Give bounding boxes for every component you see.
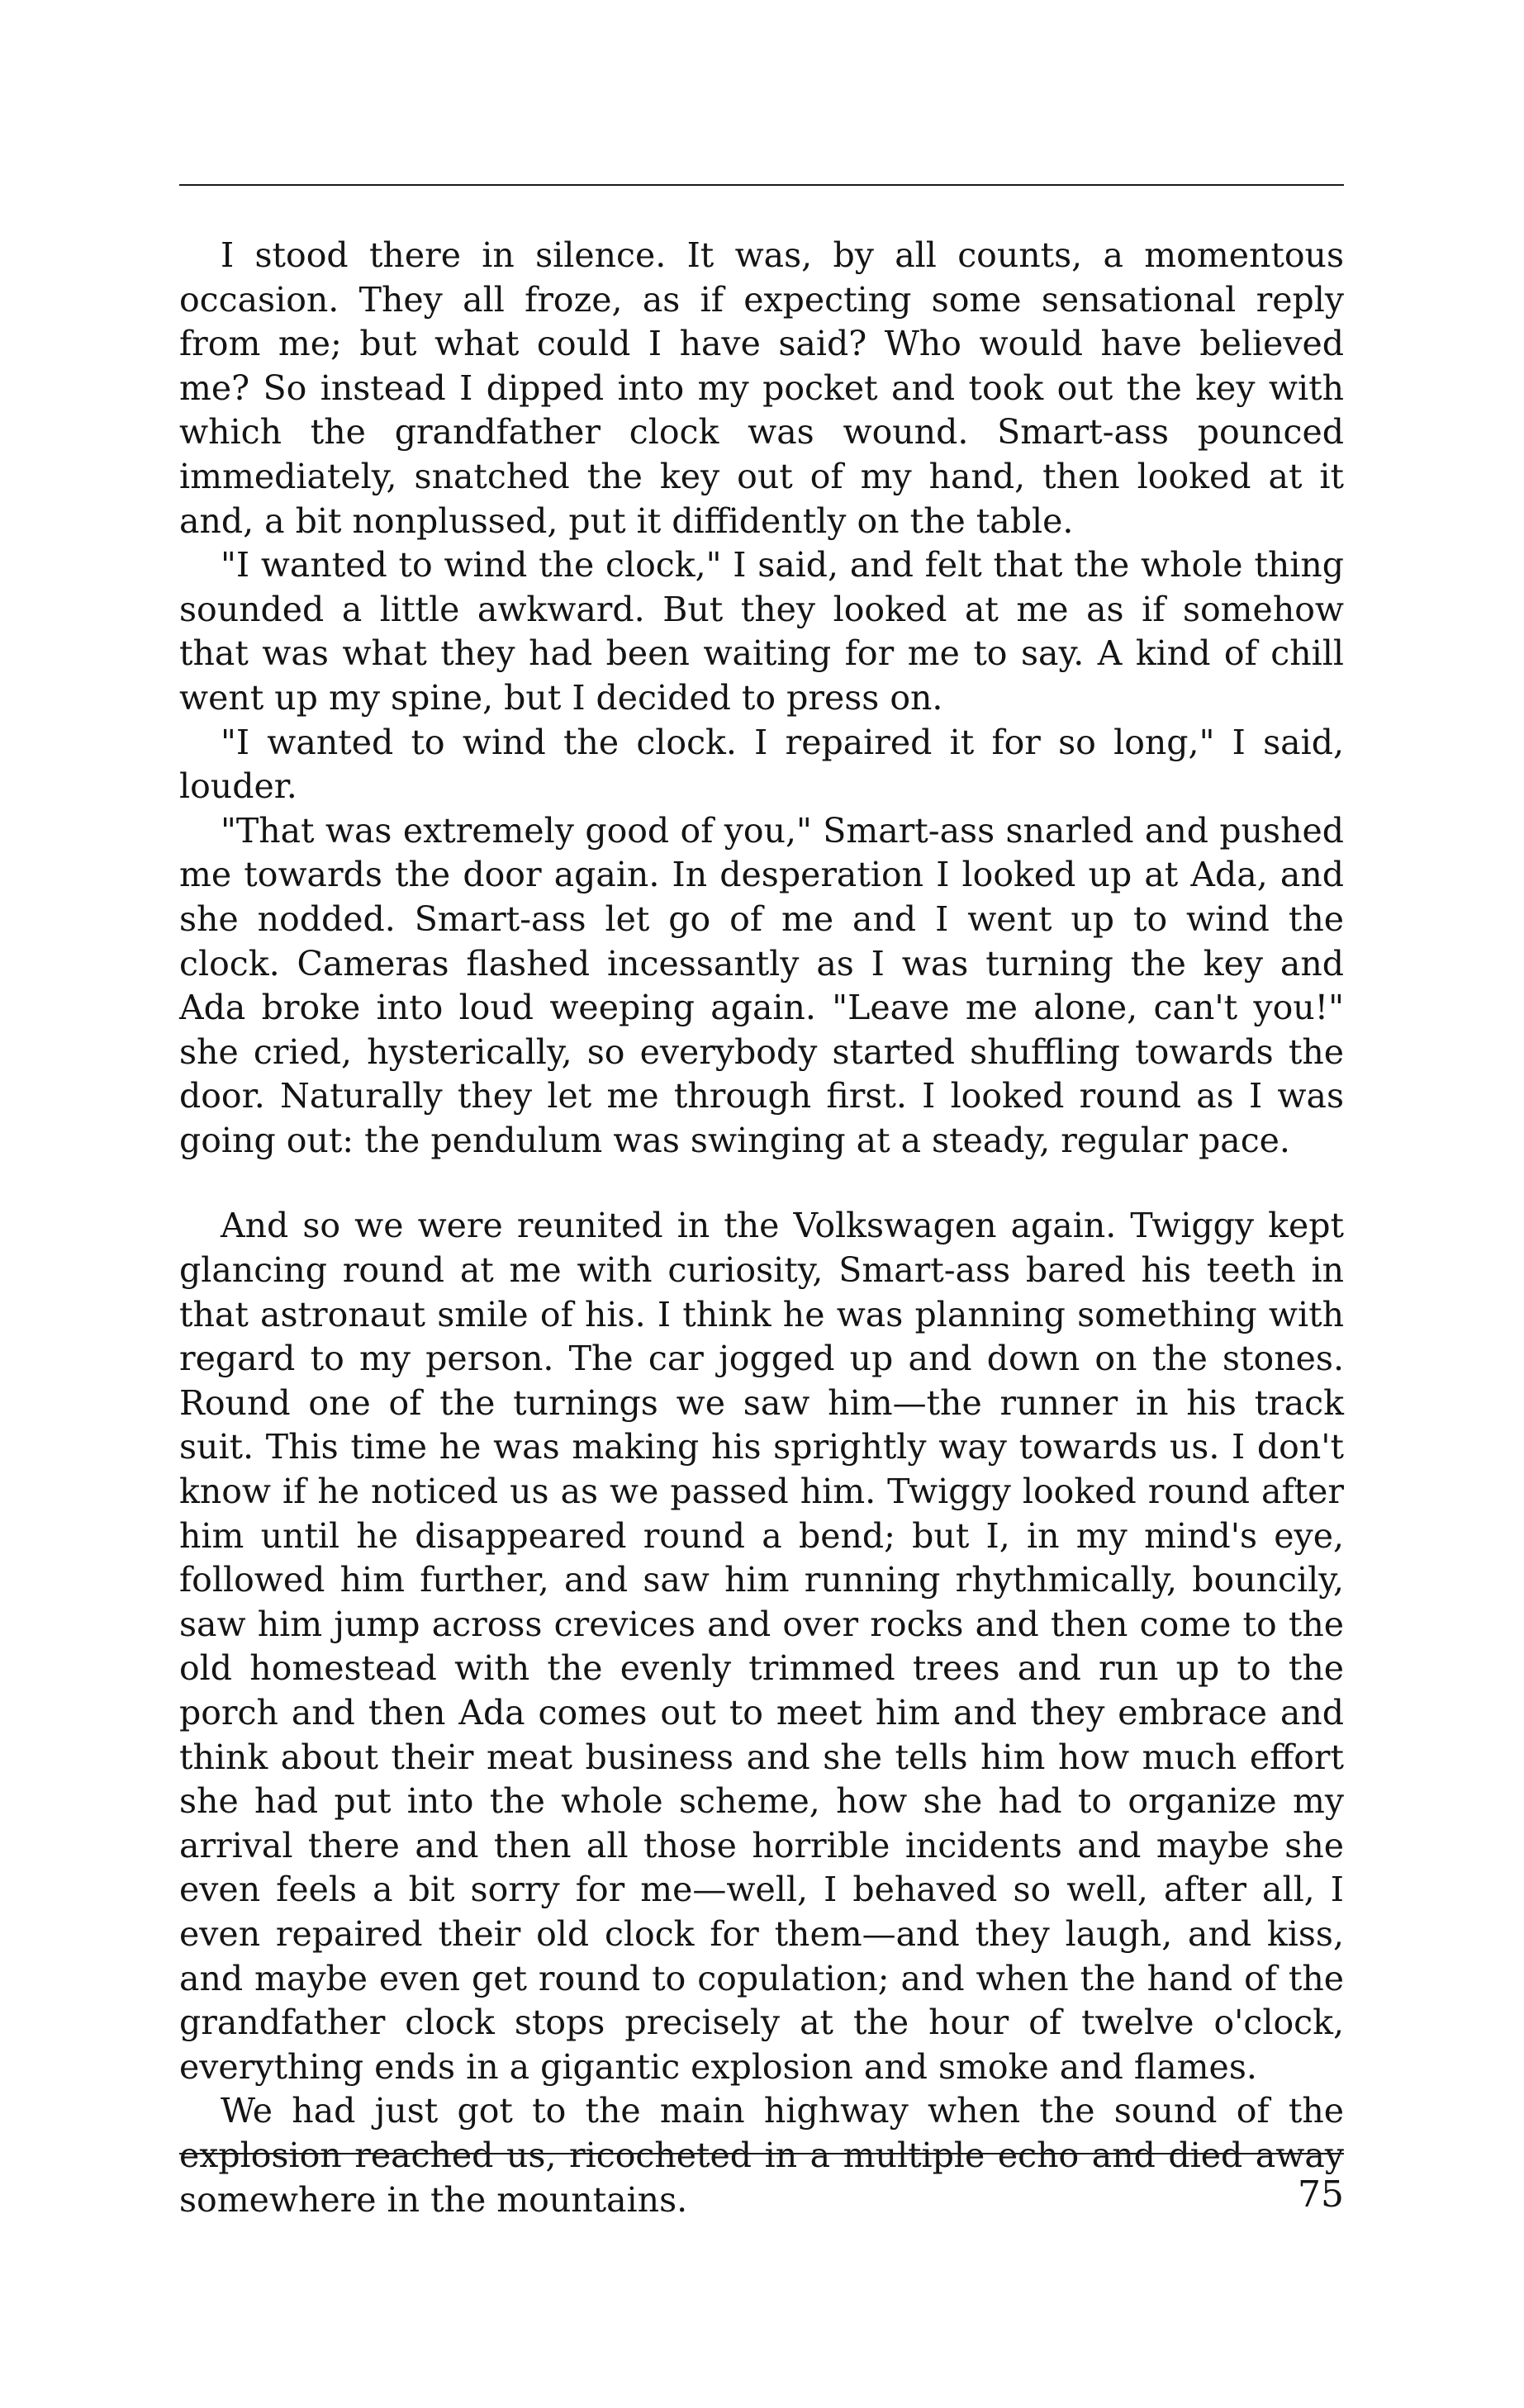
bottom-rule: [179, 2153, 1344, 2154]
paragraph: I stood there in silence. It was, by all counts, a momentous occasion. They all froze, as if expecting some sensational reply from me; but what could I have said? Who would have believed me? So instead I dipped into my pocket and took out the key with which the grandfather clock was wound. Smart-ass pounced immediately, snatched the key out of my hand, then looked at it and, a bit nonplussed, put it diffidently on the table.: [179, 235, 1344, 541]
page-number: 75: [1298, 2173, 1344, 2216]
paragraph: "That was extremely good of you," Smart-ass snarled and pushed me towards the door again. In desperation I looked up at Ada, and she nodded. Smart-ass let go of me and I went up to wind the clock. Cameras flashed incessantly as I was turning the key and Ada broke into loud weeping again. "Leave me alone, can't you!" she cried, hysterically, so everybody started shuffling towards the door. Naturally they let me through first. I looked round as I was going out: the pendulum was swinging at a steady, regular pace.: [179, 810, 1344, 1160]
paragraph: And so we were reunited in the Volkswagen again. Twiggy kept glancing round at me with curiosity, Smart-ass bared his teeth in that astronaut smile of his. I think he was planning something with regard to my person. The car jogged up and down on the stones. Round one of the turnings we saw him—the runner in his track suit. This time he was making his sprightly way towards us. I don't know if he noticed us as we passed him. Twiggy looked round after him until he disappeared round a bend; but I, in my mind's eye, followed him further, and saw him running rhythmically, bouncily, saw him jump across crevices and over rocks and then come to the old homestead with the evenly trimmed trees and run up to the porch and then Ada comes out to meet him and they embrace and think about their meat business and she tells him how much effort she had put into the whole scheme, how she had to organize my arrival there and then all those horrible incidents and maybe she even feels a bit sorry for me—well, I behaved so well, after all, I even repaired their old clock for them—and they laugh, and kiss, and maybe even get round to copulation; and when the hand of the grandfather clock stops precisely at the hour of twelve o'clock, everything ends in a gigantic explosion and smoke and flames.: [179, 1206, 1344, 2087]
paragraph: We had just got to the main highway when the sound of the explosion reached us, ricocheted in a multiple echo and died away somewhere in the mountains.: [179, 2091, 1344, 2220]
paragraph: "I wanted to wind the clock. I repaired it for so long," I said, louder.: [179, 722, 1344, 807]
section-break: [179, 1163, 1344, 1204]
top-rule: [179, 184, 1344, 186]
page-body: [179, 234, 1344, 2222]
paragraph: "I wanted to wind the clock," I said, and felt that the whole thing sounded a little awkward. But they looked at me as if somehow that was what they had been waiting for me to say. A kind of chill went up my spine, but I decided to press on.: [179, 545, 1344, 718]
